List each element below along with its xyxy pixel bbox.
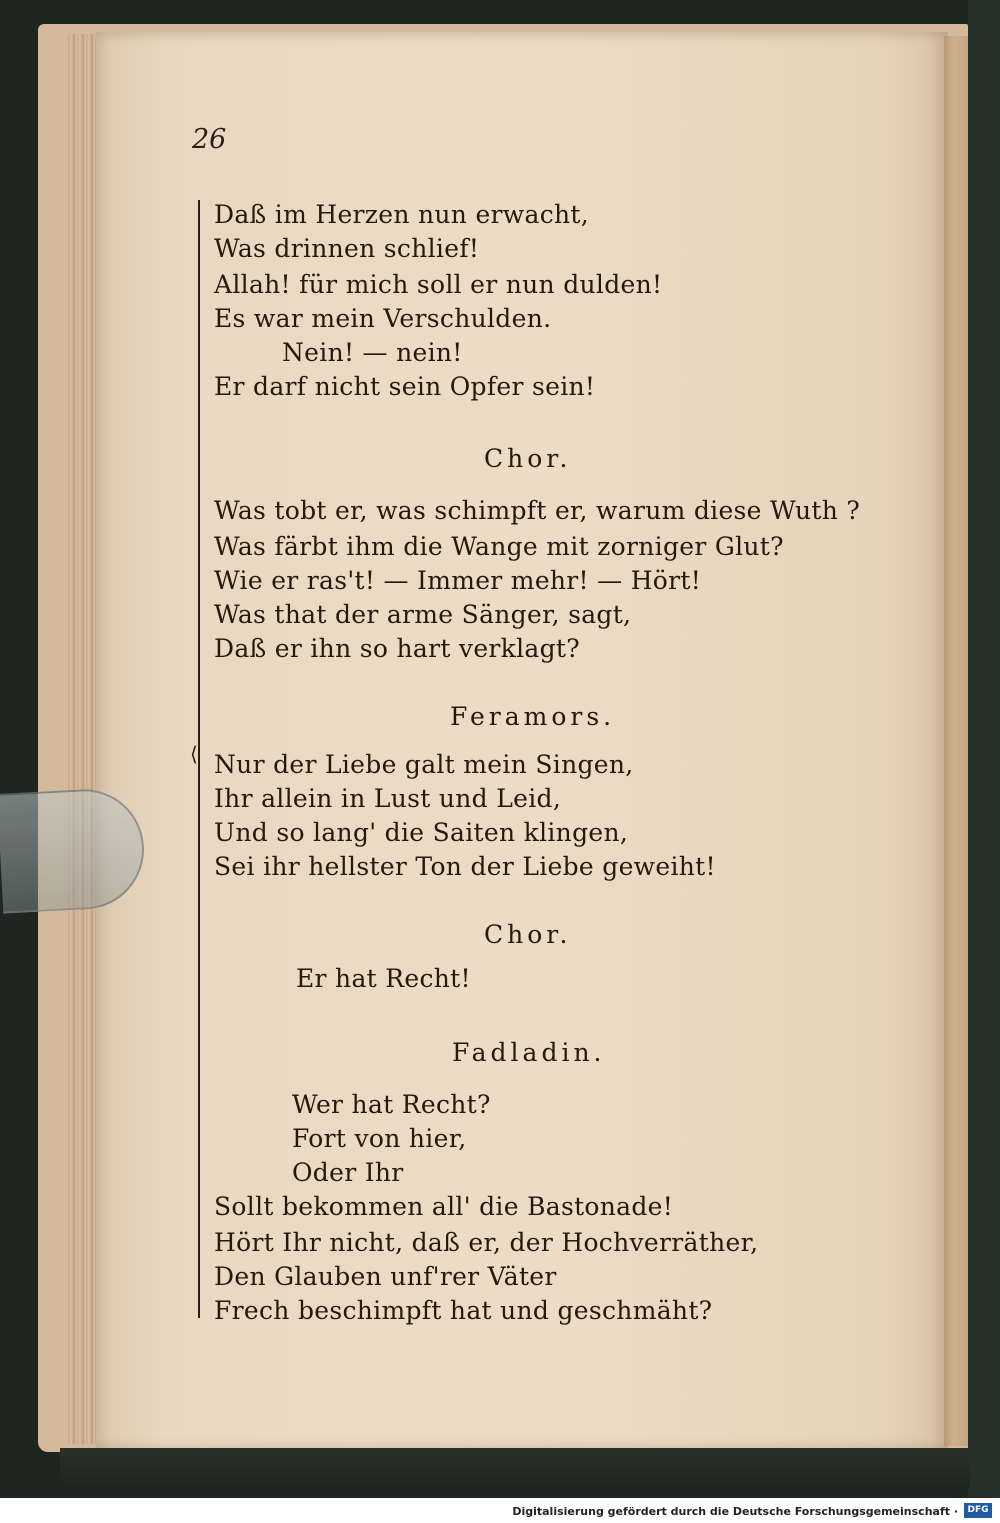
verse-line: Was that der arme Sänger, sagt, bbox=[214, 600, 632, 629]
speaker-heading-feramors: Feramors. bbox=[450, 702, 616, 731]
verse-line: Hört Ihr nicht, daß er, der Hochverräther, bbox=[214, 1228, 759, 1257]
verse-line: Wer hat Recht? bbox=[292, 1090, 491, 1119]
speaker-heading-chor: Chor. bbox=[484, 920, 572, 949]
bracket-point: ⟨ bbox=[190, 742, 198, 766]
verse-line: Was tobt er, was schimpft er, warum diese Wuth ? bbox=[214, 496, 861, 525]
verse-line: Fort von hier, bbox=[292, 1124, 467, 1153]
verse-line: Es war mein Verschulden. bbox=[214, 304, 552, 333]
verse-line: Nein! — nein! bbox=[282, 338, 463, 367]
dfg-logo: DFG bbox=[964, 1503, 992, 1518]
verse-line: Allah! für mich soll er nun dulden! bbox=[214, 270, 663, 299]
verse-line: Und so lang' die Saiten klingen, bbox=[214, 818, 629, 847]
verse-line: Den Glauben unf'rer Väter bbox=[214, 1262, 557, 1291]
speaker-heading-fadladin: Fadladin. bbox=[452, 1038, 606, 1067]
funding-notice: Digitalisierung gefördert durch die Deutsche Forschungsgemeinschaft · bbox=[512, 1505, 958, 1518]
footer-bar bbox=[0, 1498, 1000, 1523]
verse-line: Nur der Liebe galt mein Singen, bbox=[214, 750, 634, 779]
verse-line: Er darf nicht sein Opfer sein! bbox=[214, 372, 596, 401]
speaker-heading-chor: Chor. bbox=[484, 444, 572, 473]
verse-line: Was färbt ihm die Wange mit zorniger Glut? bbox=[214, 532, 784, 561]
page-number: 26 bbox=[192, 124, 227, 155]
verse-line: Sei ihr hellster Ton der Liebe geweiht! bbox=[214, 852, 716, 881]
verse-line: Er hat Recht! bbox=[296, 964, 471, 993]
verse-line: Ihr allein in Lust und Leid, bbox=[214, 784, 562, 813]
verse-line: Daß im Herzen nun erwacht, bbox=[214, 200, 589, 229]
verse-line: Sollt bekommen all' die Bastonade! bbox=[214, 1192, 674, 1221]
verse-line: Daß er ihn so hart verklagt? bbox=[214, 634, 580, 663]
verse-line: Wie er ras't! — Immer mehr! — Hört! bbox=[214, 566, 702, 595]
verse-line: Frech beschimpft hat und geschmäht? bbox=[214, 1296, 713, 1325]
verse-line: Oder Ihr bbox=[292, 1158, 404, 1187]
verse-line: Was drinnen schlief! bbox=[214, 234, 480, 263]
